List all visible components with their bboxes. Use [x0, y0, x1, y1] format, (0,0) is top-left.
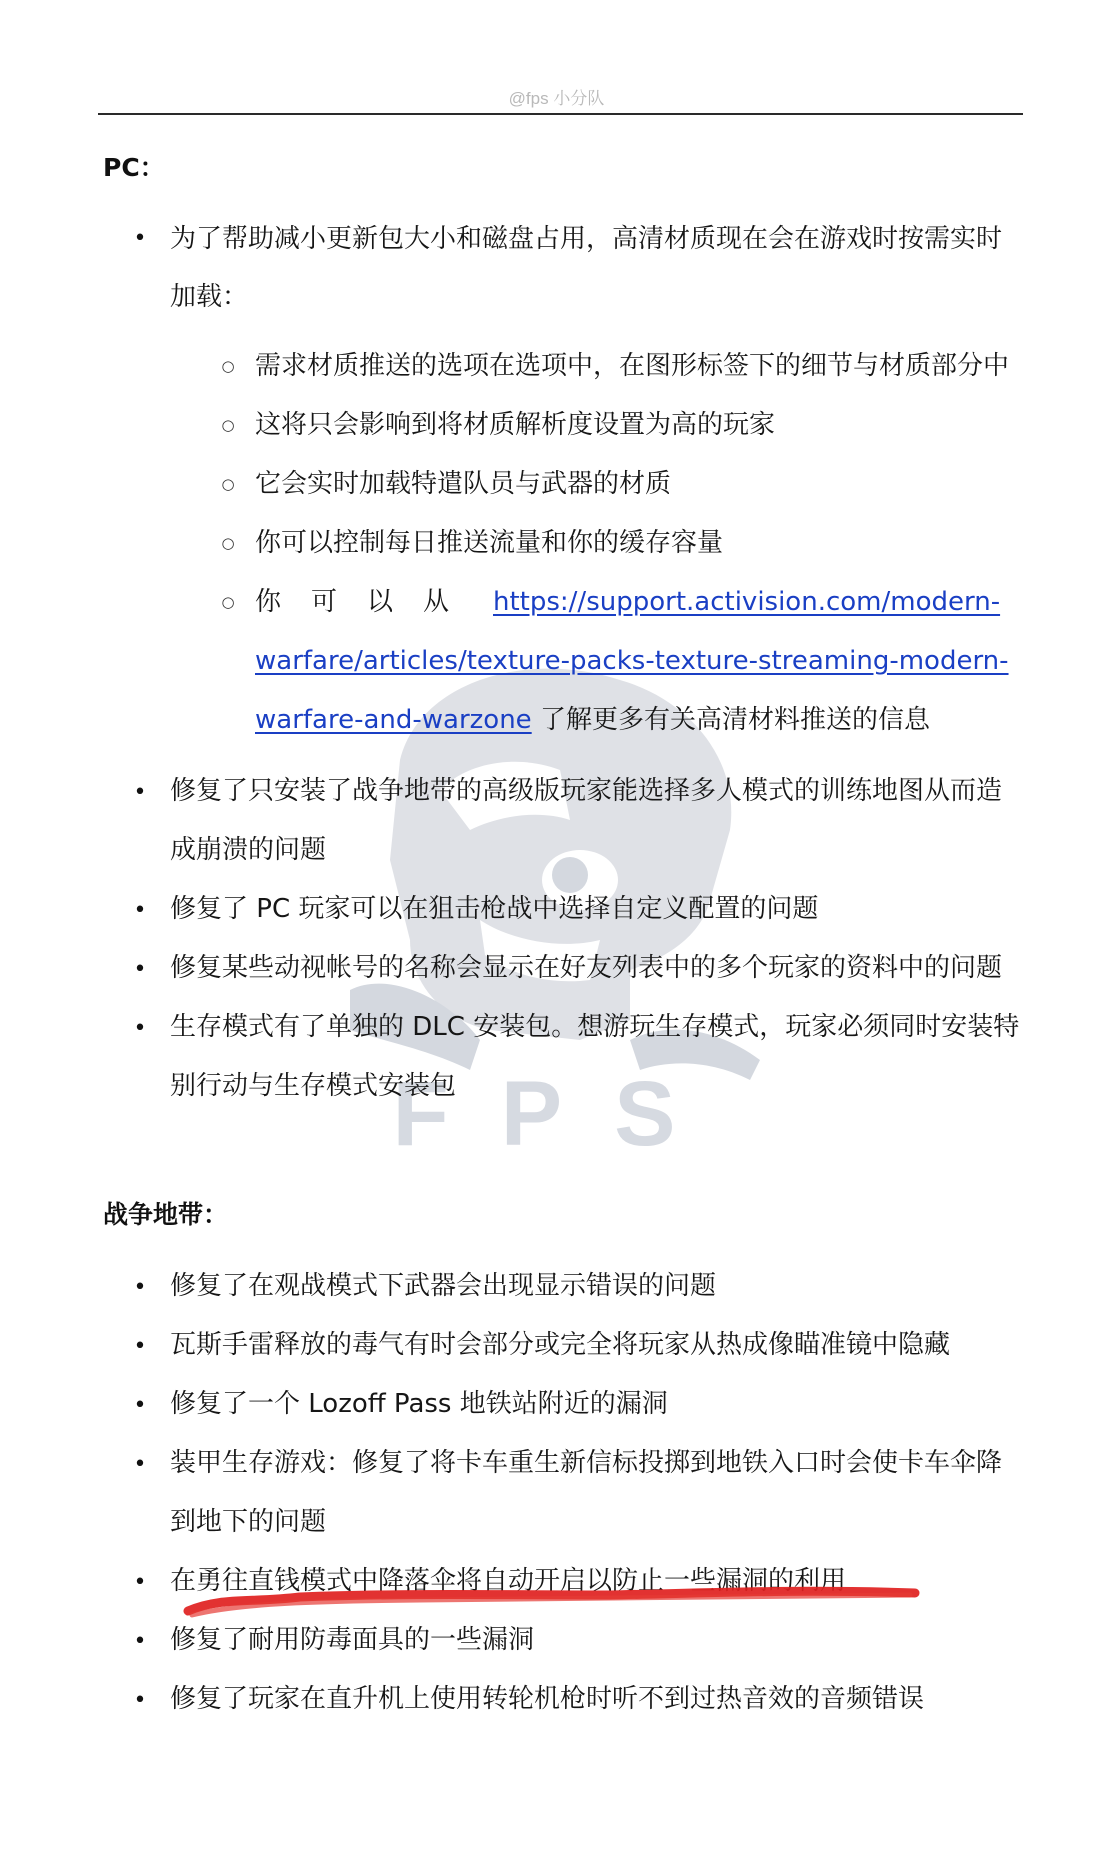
bullet-dot: • [133, 780, 147, 805]
support-link-line2 [255, 644, 1009, 678]
list-item-line: 生存模式有了单独的 DLC 安装包。想游玩生存模式，玩家必须同时安装特 [170, 1012, 1020, 1042]
sub-list-item: 你可以控制每日推送流量和你的缓存容量 [255, 528, 724, 558]
list-item-line: 装甲生存游戏：修复了将卡车重生新信标投掷到地铁入口时会使卡车伞降 [170, 1448, 1003, 1478]
support-link[interactable]: warfare/articles/texture-packs-texture-streaming-modern- [255, 646, 1009, 676]
support-link-line3 [255, 703, 930, 737]
bullet-dot: • [133, 1452, 147, 1477]
spaced-char: 可 [311, 587, 338, 617]
bullet-dot: • [133, 1688, 147, 1713]
header-divider [98, 113, 1023, 115]
list-item-line: 到地下的问题 [170, 1507, 327, 1537]
bullet-dot: • [133, 1016, 147, 1041]
bullet-dot: • [133, 898, 147, 923]
list-item-line: 瓦斯手雷释放的毒气有时会部分或完全将玩家从热成像瞄准镜中隐藏 [170, 1330, 951, 1360]
bullet-dot: • [133, 957, 147, 982]
bullet-dot: • [133, 1629, 147, 1654]
sub-list-item: 它会实时加载特遣队员与武器的材质 [255, 469, 672, 499]
list-item-line: 修复了 PC 玩家可以在狙击枪战中选择自定义配置的问题 [170, 894, 819, 924]
sub-bullet-circle: ○ [221, 593, 235, 611]
list-item-line-highlighted: 在勇往直钱模式中降落伞将自动开启以防止一些漏洞的利用 [170, 1566, 847, 1596]
sub-list-item-link-line1 [255, 585, 1000, 619]
spaced-char: 以 [367, 587, 394, 617]
header-watermark-text: @fps 小分队 [508, 89, 605, 108]
fps-logo-text: FPS [392, 1063, 728, 1165]
list-item-line: 修复了耐用防毒面具的一些漏洞 [170, 1625, 535, 1655]
sub-bullet-circle: ○ [221, 416, 235, 434]
sub-list-item: 这将只会影响到将材质解析度设置为高的玩家 [255, 410, 776, 440]
list-item-line: 修复了只安装了战争地带的高级版玩家能选择多人模式的训练地图从而造 [170, 776, 1003, 806]
section-title-pc: PC： [103, 153, 165, 182]
list-item-line: 修复某些动视帐号的名称会显示在好友列表中的多个玩家的资料中的问题 [170, 953, 1003, 983]
list-item-line: 加载： [170, 282, 249, 312]
list-item-line: 成崩溃的问题 [170, 835, 327, 865]
sub-list-item: 需求材质推送的选项在选项中，在图形标签下的细节与材质部分中 [255, 351, 1010, 381]
spaced-char: 从 [423, 587, 450, 617]
sub-bullet-circle: ○ [221, 357, 235, 375]
spaced-char: 你 [255, 587, 282, 617]
bullet-dot: • [133, 1275, 147, 1300]
list-item-line: 修复了一个 Lozoff Pass 地铁站附近的漏洞 [170, 1389, 668, 1419]
list-item-line: 为了帮助减小更新包大小和磁盘占用，高清材质现在会在游戏时按需实时 [170, 224, 1003, 254]
support-link[interactable]: warfare-and-warzone [255, 705, 532, 735]
bullet-dot: • [133, 1393, 147, 1418]
section-title-warzone: 战争地带： [103, 1200, 229, 1229]
list-item-line: 别行动与生存模式安装包 [170, 1071, 457, 1101]
sub-bullet-circle: ○ [221, 475, 235, 493]
link-suffix-text: 了解更多有关高清材料推送的信息 [539, 705, 930, 735]
list-item-line: 修复了玩家在直升机上使用转轮机枪时听不到过热音效的音频错误 [170, 1684, 925, 1714]
bullet-dot: • [133, 1334, 147, 1359]
support-link[interactable]: https://support.activision.com/modern- [493, 587, 1001, 617]
list-item-line: 修复了在观战模式下武器会出现显示错误的问题 [170, 1271, 717, 1301]
bullet-dot: • [133, 226, 147, 251]
sub-bullet-circle: ○ [221, 534, 235, 552]
bullet-dot: • [133, 1570, 147, 1595]
